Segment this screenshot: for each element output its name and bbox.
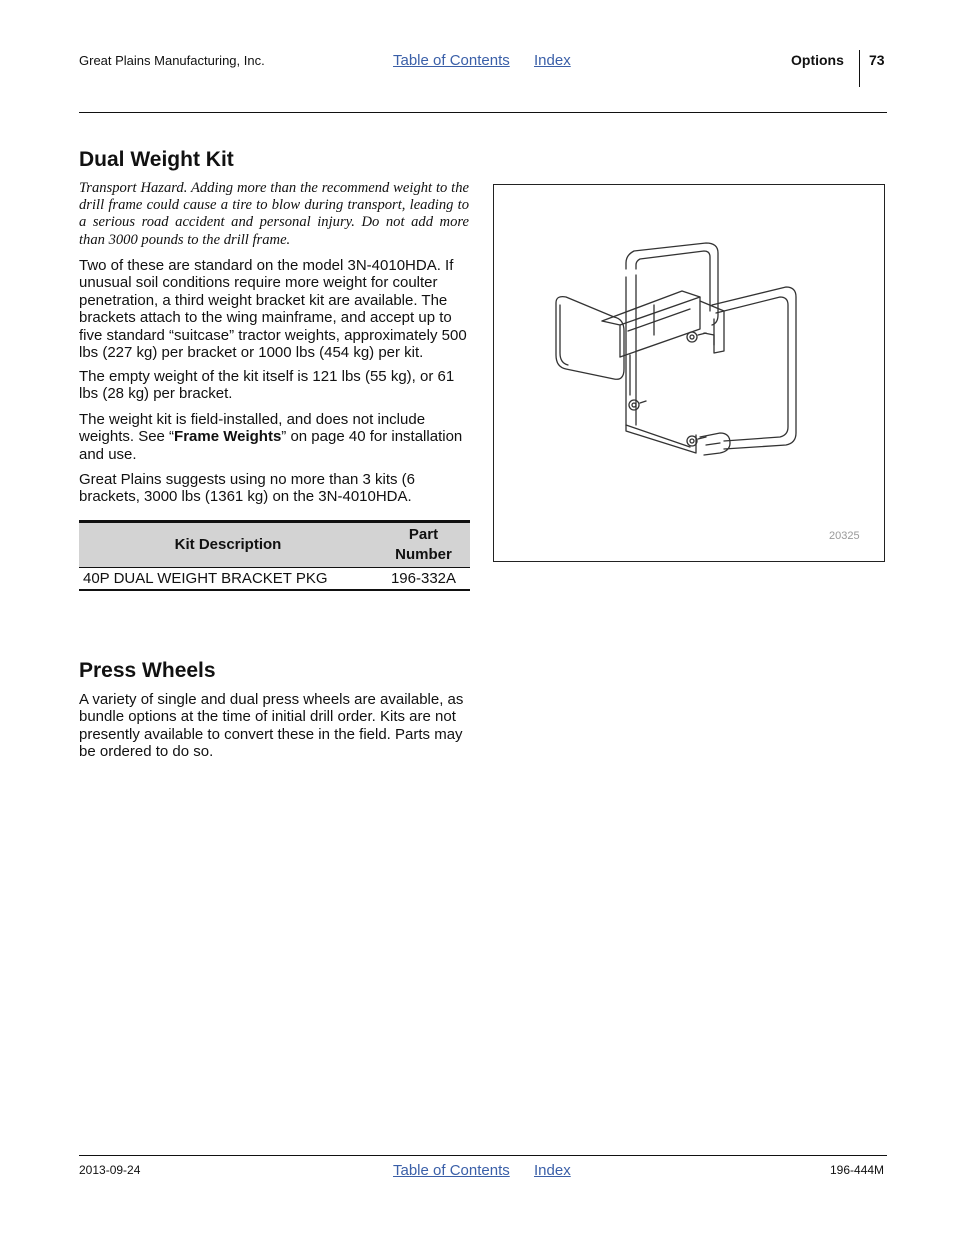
column-header-description: Kit Description bbox=[79, 522, 377, 568]
kit-table bbox=[79, 520, 470, 591]
table-row bbox=[79, 568, 470, 591]
column-header-part-number: Part Number bbox=[377, 522, 470, 568]
header-index-link[interactable]: Index bbox=[534, 52, 571, 69]
header-divider bbox=[859, 50, 860, 87]
dual-weight-paragraph-3 bbox=[79, 411, 474, 463]
header-toc-link[interactable]: Table of Contents bbox=[393, 52, 510, 69]
page-number: 73 bbox=[869, 52, 885, 68]
header-company: Great Plains Manufacturing, Inc. bbox=[79, 53, 265, 68]
paragraph-text: ” on page 40 for installation and use. bbox=[79, 428, 463, 463]
figure-number: 20325 bbox=[829, 530, 860, 542]
header-section-title: Options bbox=[791, 52, 844, 68]
footer-rule bbox=[79, 1155, 887, 1156]
footer-doc-number: 196-444M bbox=[830, 1163, 885, 1177]
frame-weights-reference: Frame Weights bbox=[174, 428, 282, 446]
dual-weight-paragraph-2: The empty weight of the kit itself is 121 lbs (55 kg), or 61 lbs (28 kg) per bracket. bbox=[79, 368, 455, 403]
part-number-cell: 196-332A bbox=[377, 568, 470, 591]
footer-date: 2013-09-24 bbox=[79, 1163, 141, 1177]
dual-weight-paragraph-4: Great Plains suggests using no more than 3 kits (6 brackets, 3000 lbs (1361 kg) on the 3N-4010HDA. bbox=[79, 471, 416, 506]
paragraph-text: The weight kit is field-installed, and does not include weights. See “ bbox=[79, 411, 426, 446]
footer-index-link[interactable]: Index bbox=[534, 1162, 571, 1179]
kit-description-cell: 40P DUAL WEIGHT BRACKET PKG bbox=[79, 568, 377, 591]
dual-weight-paragraph-1: Two of these are standard on the model 3N-4010HDA. If unusual soil conditions require more weight for coulter penetration, a third weight bracket kit are available. The brackets attach to the wing mainframe, and accept up to five standard “suitcase” tractor weights, approximately 500 lbs (227 kg) per bracket or 1000 lbs (454 kg) per kit. bbox=[79, 257, 467, 362]
weight-bracket-illustration bbox=[494, 185, 884, 561]
transport-hazard-warning: Transport Hazard. Adding more than the recommend weight to the drill frame could cause a tire to blow during transport, leading to a serious road accident and personal injury. Do not add more than 3000 pounds to the drill frame. bbox=[79, 180, 469, 248]
table-header-row bbox=[79, 522, 470, 568]
press-wheels-heading: Press Wheels bbox=[79, 659, 216, 682]
header-rule bbox=[79, 112, 887, 113]
weight-bracket-figure bbox=[493, 184, 885, 562]
press-wheels-paragraph: A variety of single and dual press wheels are available, as bundle options at the time of initial drill order. Kits are not presently available to convert these in the field. Parts may be ordered to do so. bbox=[79, 691, 464, 761]
dual-weight-heading: Dual Weight Kit bbox=[79, 148, 234, 171]
footer-toc-link[interactable]: Table of Contents bbox=[393, 1162, 510, 1179]
